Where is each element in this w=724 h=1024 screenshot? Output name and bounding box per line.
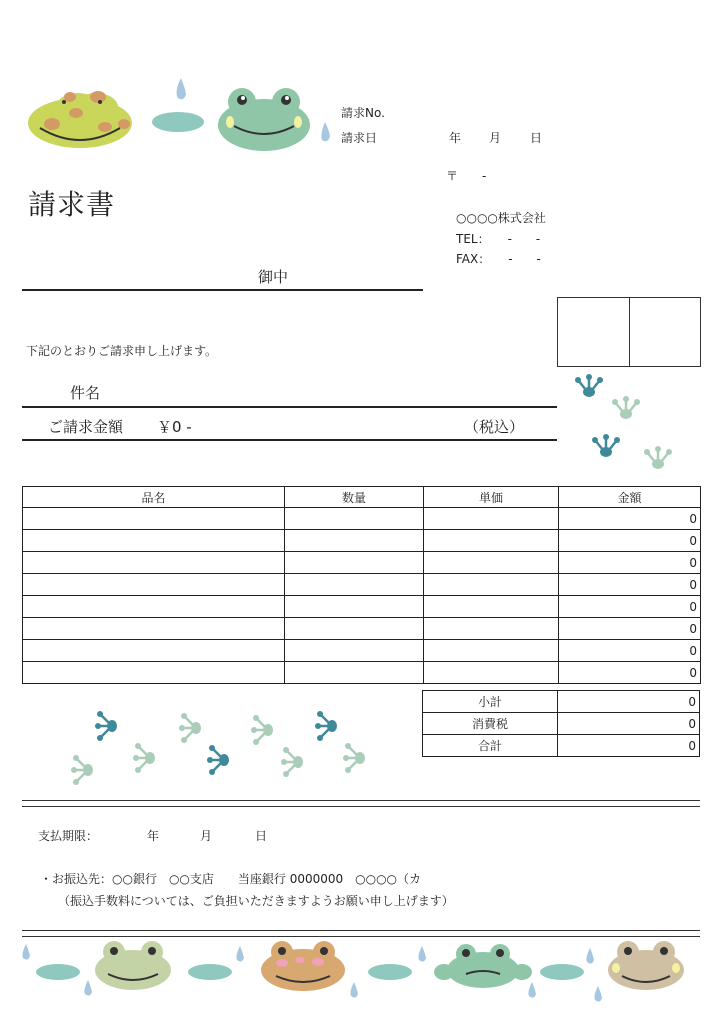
cell-amount: 0	[559, 552, 701, 574]
fee-note: （振込手数料については、ご負担いただきますようお願い申し上げます）	[58, 894, 454, 908]
mint-frog-icon	[218, 88, 310, 151]
deadline-month: 月	[200, 829, 213, 843]
total-value: 0	[558, 735, 700, 757]
footprint-icon	[207, 745, 229, 775]
frog-footer-illustration	[18, 938, 708, 1004]
cell-amount: 0	[559, 662, 701, 684]
water-drop-icon	[22, 944, 30, 960]
cell-unit-price[interactable]	[424, 552, 559, 574]
cell-item[interactable]	[23, 574, 285, 596]
footer-divider	[22, 930, 700, 937]
subject-underline	[22, 406, 557, 408]
amount-value: ￥0 -	[157, 418, 192, 436]
stamp-box	[557, 297, 701, 367]
cell-amount: 0	[559, 574, 701, 596]
cell-quantity[interactable]	[285, 640, 424, 662]
deadline-label: 支払期限：	[38, 829, 99, 843]
table-row	[23, 662, 701, 684]
lily-pad-icon	[188, 964, 232, 980]
page-title: 請求書	[28, 188, 116, 221]
lily-pad-icon	[152, 112, 204, 132]
water-drop-icon	[528, 982, 536, 998]
footprint-icon	[133, 743, 155, 773]
deadline-day: 日	[255, 829, 268, 843]
footprint-icon	[315, 711, 337, 741]
cell-quantity[interactable]	[285, 508, 424, 530]
invoice-date-year: 年	[449, 131, 462, 145]
sender-tel: TEL： - -	[456, 232, 541, 246]
column-header-amount: 金額	[559, 487, 701, 508]
water-drop-icon	[321, 122, 330, 141]
sender-fax: FAX： - -	[456, 252, 541, 266]
table-header-row	[23, 487, 701, 508]
bank-info: ・お振込先：○○銀行 ○○支店 当座銀行 0000000 ○○○○（カ	[40, 872, 422, 886]
total-row	[423, 735, 700, 757]
stamp-cell-left	[558, 298, 630, 366]
water-drop-icon	[594, 986, 602, 1002]
cell-quantity[interactable]	[285, 618, 424, 640]
invoice-no-label: 請求No.	[341, 106, 385, 120]
footprint-icon	[612, 396, 640, 419]
footprint-icon	[575, 374, 603, 397]
water-drop-icon	[586, 948, 594, 964]
footprint-icon	[281, 747, 303, 777]
items-table	[22, 486, 701, 684]
deadline-year: 年	[147, 829, 160, 843]
recipient-underline	[22, 289, 423, 291]
water-drop-icon	[236, 946, 244, 962]
tax-value: 0	[558, 713, 700, 735]
table-row	[23, 530, 701, 552]
cell-item[interactable]	[23, 508, 285, 530]
payment-top-divider	[22, 800, 700, 807]
cell-item[interactable]	[23, 530, 285, 552]
invoice-date-label: 請求日	[341, 131, 378, 145]
cell-quantity[interactable]	[285, 596, 424, 618]
amount-underline	[22, 439, 557, 441]
stamp-cell-right	[630, 298, 701, 366]
table-row	[23, 552, 701, 574]
cell-amount: 0	[559, 640, 701, 662]
water-drop-icon	[350, 982, 358, 998]
footprint-icon	[644, 446, 672, 469]
footprint-icon	[71, 755, 93, 785]
water-drop-icon	[418, 946, 426, 962]
cell-quantity[interactable]	[285, 662, 424, 684]
footprint-icon	[251, 715, 273, 745]
cell-unit-price[interactable]	[424, 662, 559, 684]
cell-amount: 0	[559, 508, 701, 530]
tax-label: 消費税	[423, 713, 558, 735]
cell-item[interactable]	[23, 618, 285, 640]
beige-frog-icon	[608, 941, 684, 990]
sage-frog-icon	[95, 941, 171, 990]
invoice-date-day: 日	[530, 131, 543, 145]
cell-unit-price[interactable]	[424, 508, 559, 530]
cell-amount: 0	[559, 596, 701, 618]
pink-frog-icon	[261, 941, 345, 991]
subtotal-label: 小計	[423, 691, 558, 713]
column-header-quantity: 数量	[285, 487, 424, 508]
total-label: 合計	[423, 735, 558, 757]
subtotal-row	[423, 691, 700, 713]
cell-amount: 0	[559, 618, 701, 640]
lily-pad-icon	[368, 964, 412, 980]
tax-row	[423, 713, 700, 735]
lily-pad-icon	[540, 964, 584, 980]
cell-unit-price[interactable]	[424, 640, 559, 662]
intro-text: 下記のとおりご請求申し上げます。	[26, 344, 218, 358]
tax-note: （税込）	[464, 418, 525, 436]
cell-item[interactable]	[23, 596, 285, 618]
amount-label: ご請求金額	[48, 418, 124, 436]
table-row	[23, 640, 701, 662]
cell-quantity[interactable]	[285, 530, 424, 552]
subject-label: 件名	[70, 384, 101, 402]
cell-item[interactable]	[23, 552, 285, 574]
water-drop-icon	[177, 78, 186, 99]
table-row	[23, 508, 701, 530]
footprint-icon	[343, 743, 365, 773]
footprint-icon	[179, 713, 201, 743]
column-header-unit-price: 単価	[424, 487, 559, 508]
footprints-right	[570, 372, 680, 477]
cell-item[interactable]	[23, 662, 285, 684]
cell-unit-price[interactable]	[424, 574, 559, 596]
subtotal-value: 0	[558, 691, 700, 713]
lily-pad-icon	[36, 964, 80, 980]
sender-company: ○○○○株式会社	[456, 211, 546, 225]
cell-item[interactable]	[23, 640, 285, 662]
cell-unit-price[interactable]	[424, 596, 559, 618]
footprint-icon	[592, 434, 620, 457]
footprints-bottom	[60, 700, 380, 795]
water-drop-icon	[84, 980, 92, 996]
yellow-frog-icon	[28, 91, 132, 148]
cell-unit-price[interactable]	[424, 618, 559, 640]
invoice-date-month: 月	[489, 131, 502, 145]
sender-postal: 〒 -	[446, 169, 487, 183]
table-row	[23, 596, 701, 618]
cell-quantity[interactable]	[285, 574, 424, 596]
table-row	[23, 618, 701, 640]
cell-unit-price[interactable]	[424, 530, 559, 552]
totals-table	[422, 690, 700, 757]
cell-quantity[interactable]	[285, 552, 424, 574]
column-header-item: 品名	[23, 487, 285, 508]
frog-header-illustration	[20, 70, 340, 160]
recipient-suffix: 御中	[258, 268, 289, 286]
footprint-icon	[95, 711, 117, 741]
table-row	[23, 574, 701, 596]
cell-amount: 0	[559, 530, 701, 552]
mint-frog-icon	[434, 944, 532, 988]
